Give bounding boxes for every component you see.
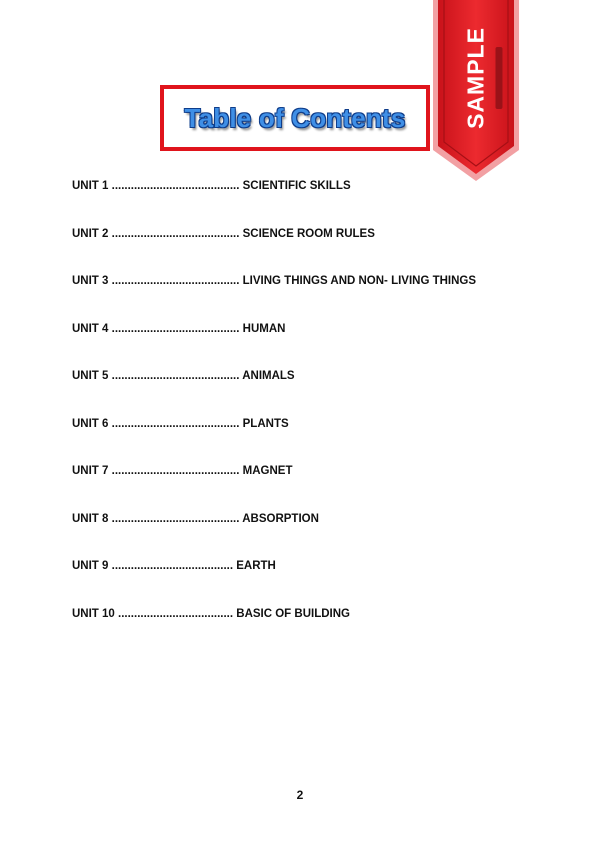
toc-topic: ABSORPTION xyxy=(242,512,319,525)
toc-leader-dots: ........................................ xyxy=(111,227,240,240)
toc-topic: SCIENTIFIC SKILLS xyxy=(242,180,351,192)
toc-topic: MAGNET xyxy=(242,465,293,477)
toc-leader-dots: ........................................ xyxy=(111,417,240,430)
toc-leader-dots: .................................... xyxy=(118,607,234,620)
toc-entry xyxy=(72,321,572,369)
toc-topic: SCIENCE ROOM RULES xyxy=(242,227,375,240)
table-of-contents xyxy=(72,178,572,653)
toc-topic: LIVING THINGS AND NON- LIVING THINGS xyxy=(242,275,477,287)
toc-entry xyxy=(72,558,572,606)
toc-entry xyxy=(72,463,572,511)
toc-topic: HUMAN xyxy=(242,322,286,335)
sample-ribbon xyxy=(432,0,520,182)
toc-entry xyxy=(72,226,572,274)
toc-leader-dots: ........................................ xyxy=(111,465,240,477)
toc-topic: EARTH xyxy=(236,560,276,572)
toc-unit-label: UNIT 10 xyxy=(72,607,115,620)
toc-unit-label: UNIT 6 xyxy=(72,417,109,430)
toc-topic: PLANTS xyxy=(242,417,289,430)
toc-unit-label: UNIT 5 xyxy=(72,370,109,382)
toc-unit-label: UNIT 4 xyxy=(72,322,109,335)
page-title: Table of Contents xyxy=(184,102,406,133)
toc-leader-dots: ...................................... xyxy=(111,560,234,572)
toc-unit-label: UNIT 8 xyxy=(72,512,109,525)
toc-leader-dots: ........................................ xyxy=(111,370,240,382)
toc-entry xyxy=(72,273,572,321)
page-number: 2 xyxy=(296,788,304,802)
toc-entry xyxy=(72,368,572,416)
toc-unit-label: UNIT 9 xyxy=(72,560,109,572)
toc-topic: BASIC OF BUILDING xyxy=(236,607,350,620)
toc-entry xyxy=(72,178,572,226)
ribbon-strip xyxy=(496,47,503,109)
toc-unit-label: UNIT 2 xyxy=(72,227,109,240)
toc-entry xyxy=(72,606,572,654)
toc-unit-label: UNIT 7 xyxy=(72,465,109,477)
toc-entry xyxy=(72,416,572,464)
sample-label: SAMPLE xyxy=(462,27,489,129)
toc-leader-dots: ........................................ xyxy=(111,275,240,287)
toc-leader-dots: ........................................ xyxy=(111,180,240,192)
title-box xyxy=(160,85,430,151)
toc-leader-dots: ........................................ xyxy=(111,512,240,525)
toc-entry xyxy=(72,511,572,559)
toc-leader-dots: ........................................ xyxy=(111,322,240,335)
toc-unit-label: UNIT 3 xyxy=(72,275,109,287)
toc-unit-label: UNIT 1 xyxy=(72,180,109,192)
toc-topic: ANIMALS xyxy=(242,370,295,382)
